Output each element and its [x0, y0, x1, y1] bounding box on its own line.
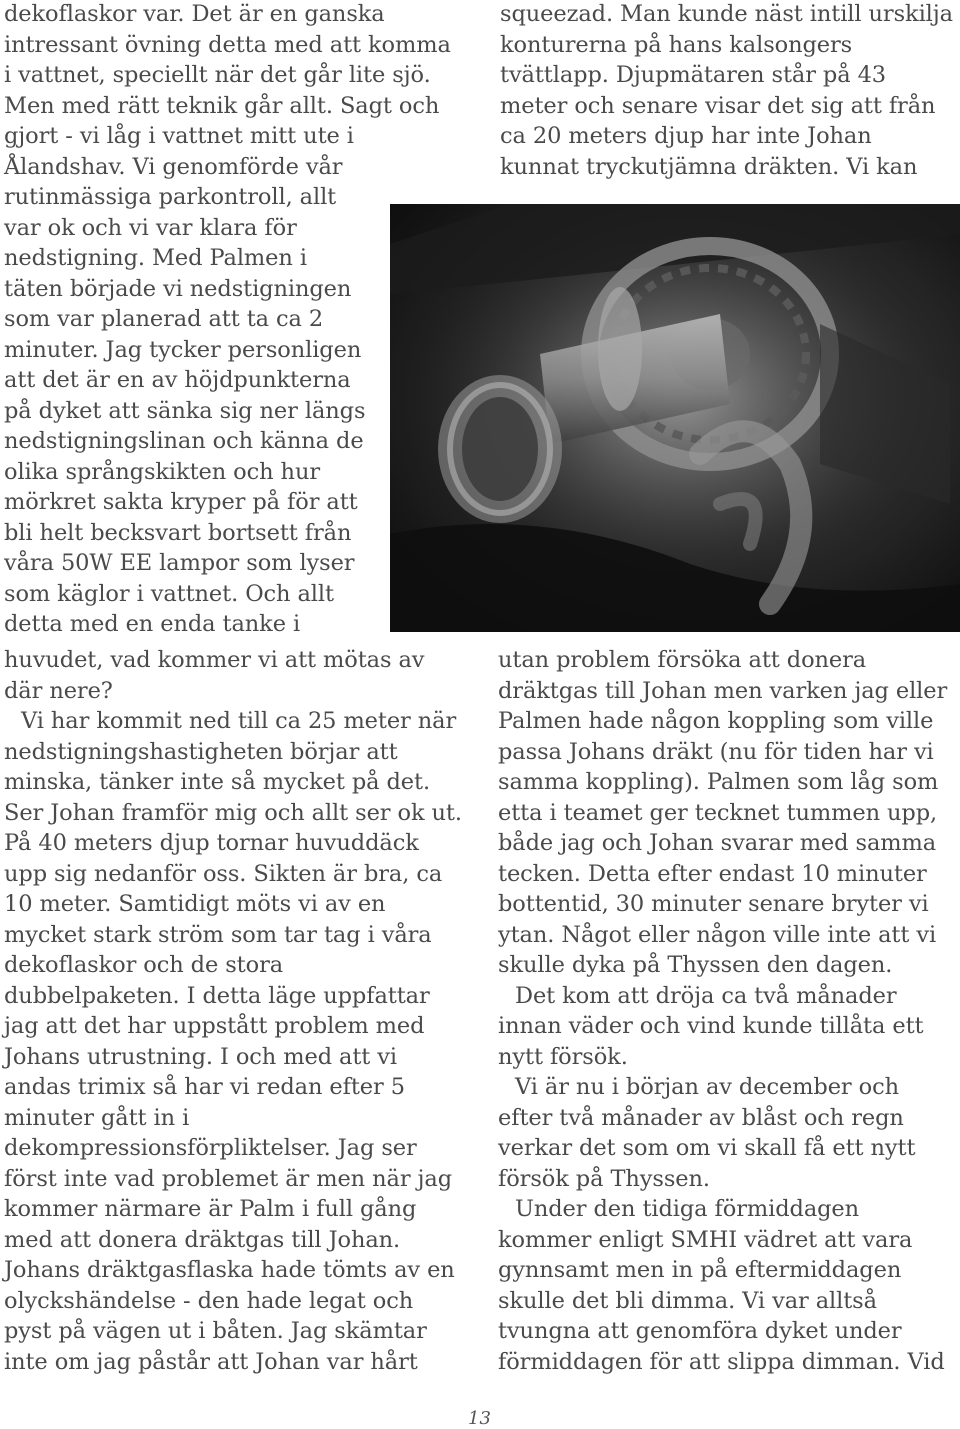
shipwreck-winch-photo	[390, 204, 960, 632]
text-line: Ser Johan framför mig och allt ser ok ut.	[4, 799, 462, 826]
text-line: mörkret sakta kryper på för att	[4, 489, 358, 515]
text-line: jag att det har uppstått problem med	[4, 1013, 425, 1039]
text-line: tecken. Detta efter endast 10 minuter	[498, 860, 927, 887]
text-line: mycket stark ström som tar tag i våra	[4, 921, 432, 948]
text-line: nedstigning. Med Palmen i	[4, 245, 307, 271]
text-line: konturerna på hans kalsongers	[500, 31, 853, 58]
text-line: dekoflaskor var. Det är en ganska	[4, 1, 385, 27]
text-line: ytan. Något eller någon ville inte att vi	[498, 921, 937, 948]
text-line: dekompressionsförpliktelser. Jag ser	[4, 1135, 417, 1161]
text-line: som var planerad att ta ca 2	[4, 306, 324, 332]
text-line: täten började vi nedstigningen	[4, 275, 352, 302]
text-line: både jag och Johan svarar med samma	[498, 830, 937, 856]
text-line: 10 meter. Samtidigt möts vi av en	[4, 891, 386, 917]
text-line: passa Johans dräkt (nu för tiden har vi	[498, 738, 934, 765]
text-line: dekoflaskor och de stora	[4, 952, 284, 978]
text-line: utan problem försöka att donera	[498, 647, 867, 673]
text-line: huvudet, vad kommer vi att mötas av	[4, 647, 425, 673]
text-line: nedstigningslinan och känna de	[4, 428, 364, 454]
text-line: pyst på vägen ut i båten. Jag skämtar	[4, 1318, 427, 1344]
text-line: skulle det bli dimma. Vi var alltså	[498, 1287, 877, 1314]
text-line: Johans dräktgasflaska hade tömts av en	[4, 1257, 455, 1283]
text-line: skulle dyka på Thyssen den dagen.	[498, 952, 893, 978]
text-line: bottentid, 30 minuter senare bryter vi	[498, 891, 929, 917]
text-line: På 40 meters djup tornar huvuddäck	[4, 830, 419, 856]
text-line: tvättlapp. Djupmätaren står på 43	[500, 62, 887, 88]
text-line: nedstigningshastigheten börjar att	[4, 738, 398, 765]
text-line: minuter. Jag tycker personligen	[4, 336, 362, 363]
text-line: kommer enligt SMHI vädret att vara	[498, 1226, 913, 1253]
text-line: försök på Thyssen.	[498, 1165, 710, 1192]
text-line: Ålandshav. Vi genomförde vår	[4, 153, 343, 180]
text-line: i vattnet, speciellt när det går lite sjö.	[4, 62, 431, 88]
text-line: detta med en enda tanke i	[4, 611, 301, 637]
column-right-bottom-text	[498, 645, 947, 1377]
text-line: Det kom att dröja ca två månader	[515, 982, 897, 1009]
page-number: 13	[468, 1408, 491, 1429]
text-line: inte om jag påstår att Johan var hårt	[4, 1348, 418, 1375]
text-line: gynnsamt men in på eftermiddagen	[498, 1257, 902, 1283]
text-line: där nere?	[4, 677, 113, 704]
text-line: minuter gått in i	[4, 1104, 190, 1131]
text-line: våra 50W EE lampor som lyser	[4, 550, 355, 576]
text-line: innan väder och vind kunde tillåta ett	[498, 1013, 924, 1039]
text-line: tvungna att genomföra dyket under	[498, 1318, 902, 1344]
text-line: kunnat tryckutjämna dräkten. Vi kan	[500, 153, 918, 180]
text-line: olika språngskikten och hur	[4, 458, 320, 485]
text-line: etta i teamet ger tecknet tummen upp,	[498, 799, 938, 826]
text-line: att det är en av höjdpunkterna	[4, 367, 351, 393]
text-line: andas trimix så har vi redan efter 5	[4, 1074, 405, 1100]
text-line: kommer närmare är Palm i full gång	[4, 1196, 417, 1222]
text-line: gjort - vi låg i vattnet mitt ute i	[4, 123, 354, 149]
text-line: nytt försök.	[498, 1043, 628, 1070]
text-line: Vi är nu i början av december och	[515, 1074, 899, 1100]
text-line: intressant övning detta med att komma	[4, 31, 451, 58]
text-line: samma koppling). Palmen som låg som	[498, 769, 939, 795]
text-line: var ok och vi var klara för	[4, 214, 297, 241]
text-line: ca 20 meters djup har inte Johan	[500, 123, 872, 149]
text-line: Vi har kommit ned till ca 25 meter när	[21, 708, 457, 734]
text-line: rutinmässiga parkontroll, allt	[4, 184, 337, 210]
text-line: verkar det som om vi skall få ett nytt	[498, 1135, 916, 1161]
column-left-top-text	[4, 0, 451, 640]
text-line: Johans utrustning. I och med att vi	[4, 1043, 398, 1070]
column-left-bottom-text	[4, 645, 462, 1377]
text-line: Palmen hade någon koppling som ville	[498, 708, 934, 734]
text-line: bli helt becksvart bortsett från	[4, 519, 352, 546]
text-line: meter och senare visar det sig att från	[500, 92, 936, 119]
text-line: som käglor i vattnet. Och allt	[4, 580, 334, 607]
text-line: dubbelpaketen. I detta läge uppfattar	[4, 982, 430, 1009]
text-line: squeezad. Man kunde näst intill urskilja	[500, 1, 953, 27]
text-line: förmiddagen för att slippa dimman. Vid	[498, 1348, 945, 1375]
shipwreck-winch-illustration	[390, 204, 960, 632]
text-line: upp sig nedanför oss. Sikten är bra, ca	[4, 860, 443, 887]
text-line: Under den tidiga förmiddagen	[515, 1196, 860, 1222]
text-line: med att donera dräktgas till Johan.	[4, 1226, 401, 1253]
text-line: först inte vad problemet är men när jag	[4, 1165, 453, 1192]
text-line: minska, tänker inte så mycket på det.	[4, 769, 431, 795]
text-line: på dyket att sänka sig ner längs	[4, 397, 366, 424]
column-right-top-text	[500, 0, 953, 182]
text-line: dräktgas till Johan men varken jag eller	[498, 677, 948, 704]
text-line: efter två månader av blåst och regn	[498, 1104, 904, 1131]
text-line: Men med rätt teknik går allt. Sagt och	[4, 92, 440, 119]
text-line: olyckshändelse - den hade legat och	[4, 1287, 414, 1314]
